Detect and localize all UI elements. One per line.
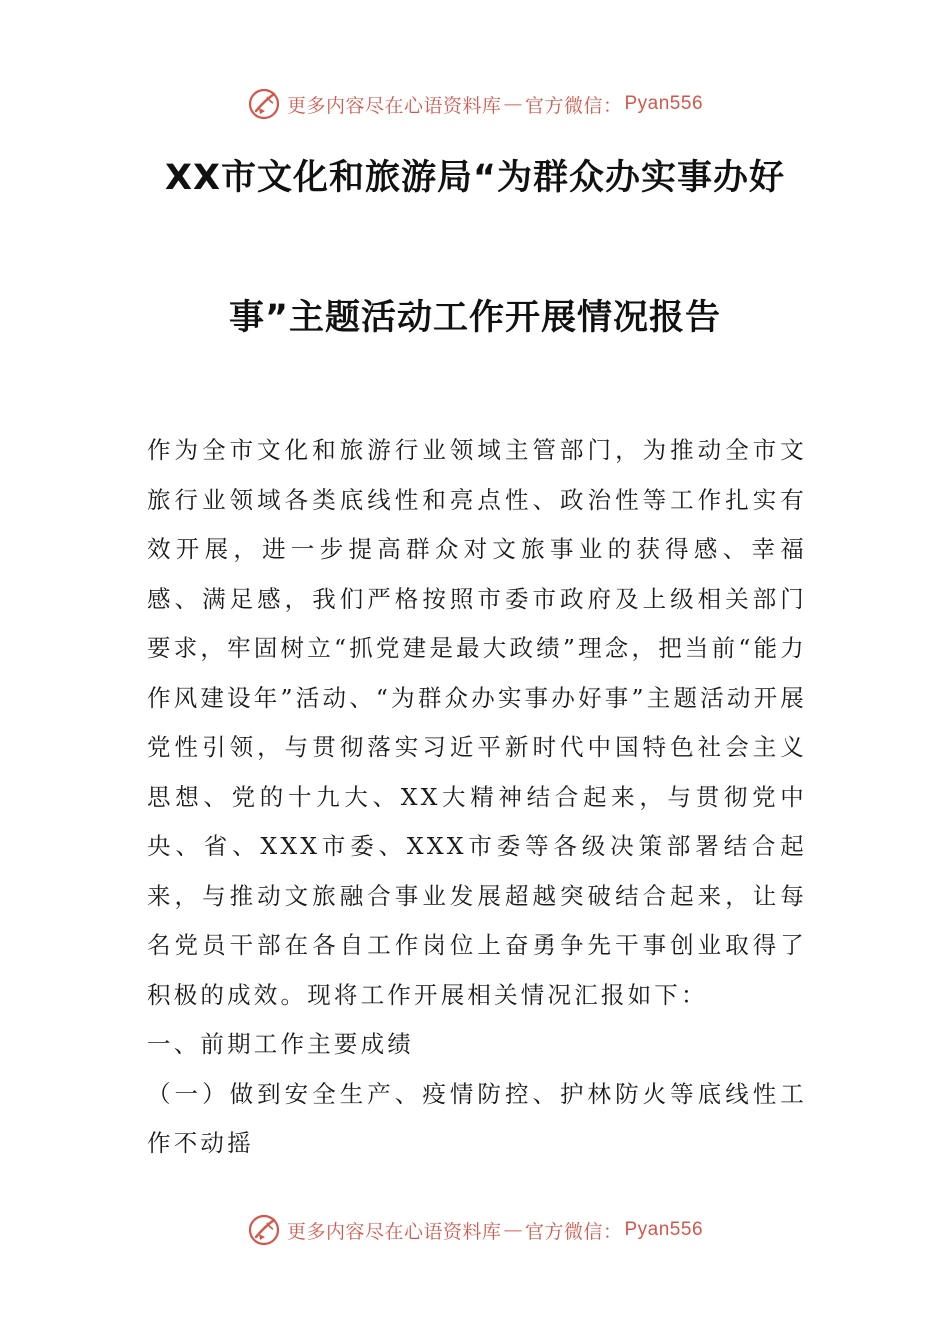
watermark-separator: —: [503, 1219, 523, 1241]
footer-watermark: [0, 1210, 950, 1250]
watermark-brand-text: 更多内容尽在心语资料库: [286, 1220, 502, 1243]
quill-pen-seal-icon: [247, 1213, 281, 1247]
section-heading-1: 一、前期工作主要成绩: [147, 1030, 414, 1058]
watermark-official-label: 官方微信：: [524, 94, 623, 117]
document-title-line-1: XX市文化和旅游局“为群众办实事办好: [165, 158, 785, 198]
watermark-brand-text: 更多内容尽在心语资料库: [286, 94, 502, 117]
watermark-separator: —: [503, 93, 523, 115]
quill-pen-seal-icon: [247, 87, 281, 121]
subsection-heading-1: （一）做到安全生产、疫情防控、护林防火等底线性工作不动摇: [147, 1079, 807, 1157]
watermark-official-label: 官方微信：: [524, 1220, 623, 1243]
watermark-wechat-id: Pyan556: [624, 93, 704, 114]
header-watermark: [0, 84, 950, 124]
watermark-wechat-id: Pyan556: [624, 1219, 704, 1240]
document-body: [147, 426, 807, 1169]
intro-paragraph: 作为全市文化和旅游行业领域主管部门，为推动全市文旅行业领域各类底线性和亮点性、政治性等工作扎实有效开展，进一步提高群众对文旅事业的获得感、幸福感、满足感，我们严格按照市委市政府及上级相关部门要求，牢固树立“抓党建是最大政绩”理念，把当前“能力作风建设年”活动、“为群众办实事办好事”主题活动开展党性引领，与贯彻落实习近平新时代中国特色社会主义思想、党的十九大、XX大精神结合起来，与贯彻党中央、省、XXX市委、XXX市委等各级决策部署结合起来，与推动文旅融合事业发展超越突破结合起来，让每名党员干部在各自工作岗位上奋勇争先干事创业取得了积极的成效。现将工作开展相关情况汇报如下：: [147, 436, 807, 1009]
document-title-line-2: 事”主题活动工作开展情况报告: [228, 298, 721, 338]
